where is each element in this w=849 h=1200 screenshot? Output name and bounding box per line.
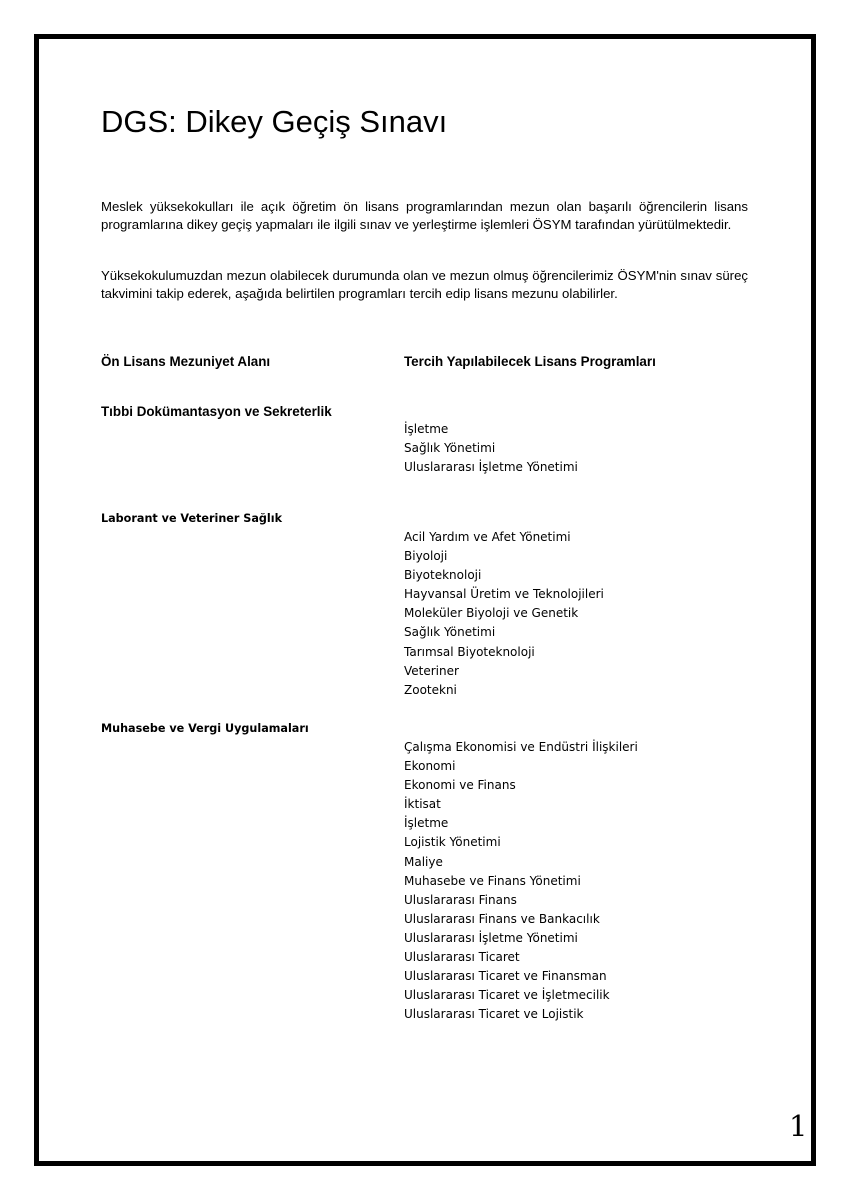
- program-item: Veteriner: [404, 663, 459, 678]
- program-item: Uluslararası Finans ve Bankacılık: [404, 911, 600, 926]
- program-item: Uluslararası Ticaret ve Finansman: [404, 969, 607, 984]
- program-item: Uluslararası Ticaret ve Lojistik: [404, 1007, 584, 1022]
- program-item: Uluslararası Finans: [404, 892, 517, 907]
- program-item: Çalışma Ekonomisi ve Endüstri İlişkileri: [404, 740, 638, 754]
- program-item: Biyoteknoloji: [404, 568, 482, 583]
- program-item: Uluslararası İşletme Yönetimi: [404, 460, 578, 475]
- intro-paragraph: Meslek yüksekokulları ile açık öğretim ön lisans programlarından mezun olan başarılı öğrencilerin lisans programlarına dikey geçiş yapmaları ile ilgili sınav ve yerleştirme işlemleri ÖSYM tarafından yürütülmektedir.: [101, 199, 748, 232]
- group-title-accounting-tax: Muhasebe ve Vergi Uygulamaları: [101, 722, 309, 735]
- group-title-laborant-veterinary: Laborant ve Veteriner Sağlık: [101, 512, 283, 525]
- program-item: Hayvansal Üretim ve Teknolojileri: [404, 587, 604, 602]
- eligibility-paragraph: Yüksekokulumuzdan mezun olabilecek durumunda olan ve mezun olmuş öğrencilerimiz ÖSYM'nin sınav süreç takvimini takip ederek, aşağıda belirtilen programları tercih edip lisans mezunu olabilirler.: [101, 268, 748, 301]
- program-item: Acil Yardım ve Afet Yönetimi: [404, 530, 571, 544]
- program-item: İşletme: [404, 816, 449, 831]
- program-item: Uluslararası İşletme Yönetimi: [404, 930, 578, 945]
- program-item: İktisat: [404, 797, 441, 812]
- column-header-associate-field: Ön Lisans Mezuniyet Alanı: [101, 354, 271, 369]
- program-item: Tarımsal Biyoteknoloji: [404, 644, 535, 659]
- program-item: Uluslararası Ticaret ve İşletmecilik: [404, 988, 610, 1003]
- program-item: Lojistik Yönetimi: [404, 835, 501, 850]
- column-header-bachelor-programs: Tercih Yapılabilecek Lisans Programları: [404, 354, 656, 369]
- document-title: DGS: Dikey Geçiş Sınavı: [101, 104, 448, 139]
- program-list-accounting-tax: [404, 738, 638, 1024]
- program-item: Maliye: [404, 854, 443, 869]
- group-title-medical-documentation: Tıbbi Dokümantasyon ve Sekreterlik: [101, 404, 332, 419]
- page-number: 1: [789, 1109, 808, 1143]
- program-item: Sağlık Yönetimi: [404, 441, 496, 456]
- program-item: Moleküler Biyoloji ve Genetik: [404, 606, 579, 621]
- program-item: Biyoloji: [404, 549, 448, 564]
- program-item: Zootekni: [404, 682, 457, 697]
- program-item: Ekonomi: [404, 759, 456, 774]
- program-item: İşletme: [404, 422, 449, 436]
- program-item: Ekonomi ve Finans: [404, 778, 516, 793]
- program-item: Sağlık Yönetimi: [404, 625, 496, 640]
- program-item: Uluslararası Ticaret: [404, 950, 520, 965]
- program-list-laborant-veterinary: [404, 528, 604, 700]
- program-list-medical-documentation: [404, 420, 578, 477]
- program-item: Muhasebe ve Finans Yönetimi: [404, 873, 581, 888]
